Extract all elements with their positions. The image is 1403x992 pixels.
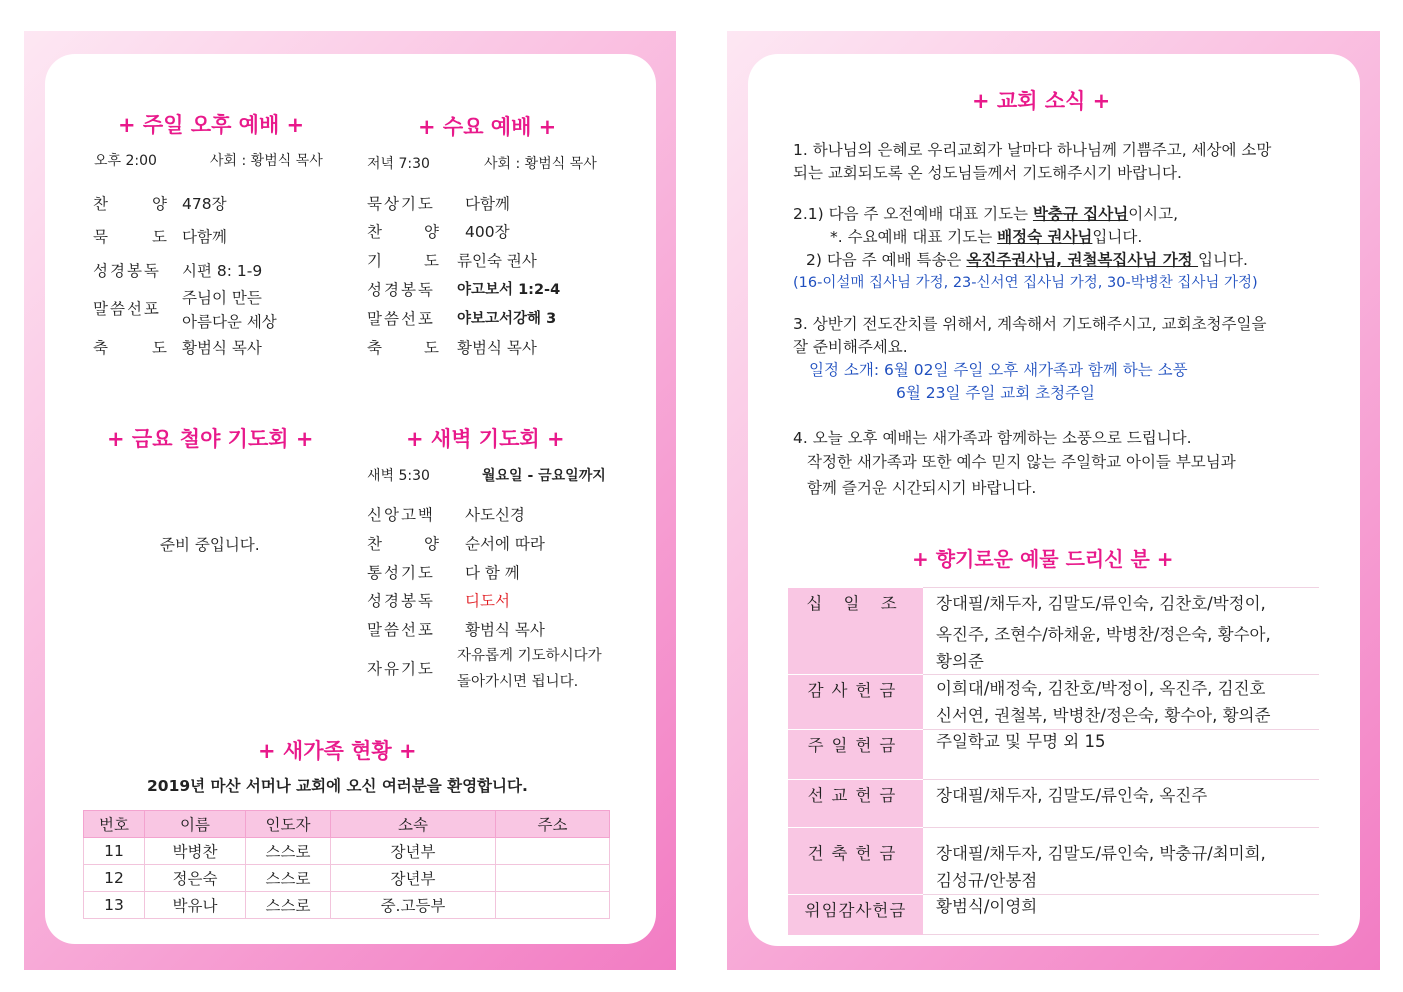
news-1-line-1: 1. 하나님의 은혜로 우리교회가 날마다 하나님께 기쁨주고, 세상에 소망	[793, 141, 1272, 159]
news-2-line-3-pre: 2) 다음 주 예배 특송은	[806, 251, 967, 269]
dawn-label-4: 말씀선포	[367, 621, 435, 639]
offering-row-thanks	[788, 675, 1319, 730]
wednesday-label-4: 말씀선포	[367, 310, 435, 328]
news-3-line-1: 3. 상반기 전도잔치를 위해서, 계속해서 기도해주시고, 교회초청주일을	[793, 315, 1267, 333]
news-1-line-2: 되는 교회되도록 온 성도님들께서 기도해주시기 바랍니다.	[793, 164, 1182, 182]
cell-number: 11	[84, 838, 145, 865]
sunday-value-hymn: 478장	[182, 195, 227, 213]
cell-department: 장년부	[331, 865, 496, 892]
offering-names-building	[923, 828, 1319, 895]
cell-department: 장년부	[331, 838, 496, 865]
news-2-line-2-pre: *. 수요예배 대표 기도는	[830, 228, 998, 246]
news-2-line-2-post: 입니다.	[1092, 228, 1143, 246]
offering-names-line: 김성규/안봉점	[936, 871, 1038, 890]
cell-guide: 스스로	[246, 865, 331, 892]
wednesday-label-2: 기 도	[367, 252, 441, 270]
cell-number: 13	[84, 892, 145, 919]
cell-number: 12	[84, 865, 145, 892]
church-news-title: + 교회 소식 +	[972, 89, 1111, 113]
offering-names-sunday	[923, 730, 1319, 780]
offering-names-line: 황범식/이영희	[936, 897, 1038, 916]
news-2-line-1-post: 이시고,	[1128, 205, 1179, 223]
news-4-line-1: 4. 오늘 오후 예배는 새가족과 함께하는 소풍으로 드립니다.	[793, 429, 1192, 447]
offering-label-sunday: 주일헌금	[788, 730, 923, 780]
sunday-time: 오후 2:00	[94, 153, 157, 169]
newfamily-table	[83, 810, 610, 919]
offering-names-line: 주일학교 및 무명 외 15	[936, 732, 1106, 751]
offering-names-line: 장대필/채두자, 김말도/류인숙, 김찬호/박정이,	[936, 594, 1266, 613]
news-3-schedule-2: 6월 23일 주일 교회 초청주일	[896, 384, 1096, 402]
sunday-label-hymn: 찬 양	[93, 195, 169, 213]
news-4-line-3: 함께 즐거운 시간되시기 바랍니다.	[807, 479, 1037, 497]
sunday-label-reading: 성경봉독	[93, 262, 161, 280]
sunday-value-sermon-1: 주님이 만든	[182, 289, 262, 307]
morning-prayer-leader: 박충규 집사님	[1032, 205, 1129, 223]
right-page-frame	[727, 31, 1380, 970]
wednesday-label-0: 묵상기도	[367, 195, 435, 213]
offering-label-commission: 위임감사헌금	[788, 895, 923, 935]
offering-label-mission: 선교헌금	[788, 780, 923, 828]
offering-label-tithe: 십 일 조	[788, 588, 923, 675]
table-row	[84, 838, 610, 865]
table-row	[84, 865, 610, 892]
offering-names-line: 이희대/배정숙, 김찬호/박정이, 옥진주, 김진호	[936, 679, 1266, 698]
news-2-line-2	[830, 225, 1142, 247]
dawn-value-5b: 돌아가시면 됩니다.	[457, 674, 579, 690]
offering-names-tithe	[923, 588, 1319, 675]
dawn-value-1: 순서에 따라	[465, 535, 545, 553]
offering-row-tithe	[788, 588, 1319, 675]
news-2-line-4: (16-이설매 집사님 가정, 23-신서연 집사님 가정, 30-박병찬 집사님 가정)	[793, 275, 1258, 291]
cell-name: 정은숙	[145, 865, 246, 892]
dawn-value-4: 황범식 목사	[465, 621, 545, 639]
dawn-label-2: 통성기도	[367, 564, 435, 582]
col-address: 주소	[496, 811, 610, 838]
offering-names-line: 장대필/채두자, 김말도/류인숙, 옥진주	[936, 786, 1208, 805]
cell-address	[496, 892, 610, 919]
dawn-days: 월요일 - 금요일까지	[482, 468, 606, 484]
news-2-line-1	[793, 202, 1178, 224]
offering-label-thanks: 감사헌금	[788, 675, 923, 730]
sunday-leader: 사회 : 황범식 목사	[210, 153, 323, 169]
dawn-value-5a: 자유롭게 기도하시다가	[457, 648, 602, 664]
news-2-line-1-pre: 2.1) 다음 주 오전예배 대표 기도는	[793, 205, 1033, 223]
sunday-label-silent: 묵 도	[93, 228, 169, 246]
dawn-label-1: 찬 양	[367, 535, 441, 553]
sunday-label-blessing: 축 도	[93, 339, 169, 357]
cell-guide: 스스로	[246, 838, 331, 865]
dawn-value-0: 사도신경	[465, 506, 525, 524]
offering-row-sunday	[788, 730, 1319, 780]
dawn-label-5: 자유기도	[367, 660, 435, 678]
sunday-value-blessing: 황범식 목사	[182, 339, 262, 357]
wednesday-value-5: 황범식 목사	[457, 339, 537, 357]
col-department: 소속	[331, 811, 496, 838]
dawn-prayer-title: + 새벽 기도회 +	[406, 427, 565, 451]
newfamily-title: + 새가족 현황 +	[258, 739, 417, 763]
news-3-line-2: 잘 준비해주세요.	[793, 338, 908, 356]
cell-guide: 스스로	[246, 892, 331, 919]
wednesday-value-0: 다함께	[465, 195, 510, 213]
newfamily-header-row	[84, 811, 610, 838]
offering-row-building	[788, 828, 1319, 895]
cell-address	[496, 838, 610, 865]
offering-names-line: 황의준	[936, 652, 984, 671]
friday-prayer-title: + 금요 철야 기도회 +	[107, 427, 314, 451]
offering-row-mission	[788, 780, 1319, 828]
col-number: 번호	[84, 811, 145, 838]
friday-note: 준비 중입니다.	[160, 536, 260, 554]
cell-name: 박병찬	[145, 838, 246, 865]
right-page-card	[748, 54, 1360, 946]
cell-name: 박유나	[145, 892, 246, 919]
offering-names-line: 장대필/채두자, 김말도/류인숙, 박충규/최미희,	[936, 844, 1266, 863]
cell-address	[496, 865, 610, 892]
wednesday-time: 저녁 7:30	[367, 156, 430, 172]
news-2-line-3	[806, 248, 1248, 270]
wednesday-label-5: 축 도	[367, 339, 441, 357]
news-4-line-2: 작정한 새가족과 또한 예수 믿지 않는 주일학교 아이들 부모님과	[807, 453, 1236, 471]
sunday-value-silent: 다함께	[182, 228, 227, 246]
offering-names-mission	[923, 780, 1319, 828]
newfamily-welcome: 2019년 마산 서머나 교회에 오신 여러분을 환영합니다.	[147, 777, 528, 795]
wednesday-label-1: 찬 양	[367, 223, 441, 241]
cell-department: 중.고등부	[331, 892, 496, 919]
dawn-label-3: 성경봉독	[367, 592, 435, 610]
wednesday-leader: 사회 : 황범식 목사	[484, 156, 597, 172]
news-2-line-3-post: 입니다.	[1198, 251, 1248, 269]
left-page-frame	[24, 31, 676, 970]
offerings-title: + 향기로운 예물 드리신 분 +	[912, 547, 1174, 571]
sunday-value-sermon-2: 아름다운 세상	[182, 313, 277, 331]
offering-names-commission	[923, 895, 1319, 935]
wednesday-prayer-leader: 배정숙 권사님	[997, 228, 1093, 246]
dawn-value-3: 디도서	[465, 592, 510, 610]
wednesday-value-1: 400장	[465, 223, 510, 241]
dawn-label-0: 신앙고백	[367, 506, 435, 524]
wednesday-label-3: 성경봉독	[367, 281, 435, 299]
news-3-schedule-1: 일정 소개: 6월 02일 주일 오후 새가족과 함께 하는 소풍	[809, 361, 1188, 379]
sunday-label-sermon: 말씀선포	[93, 300, 161, 318]
sunday-worship-title: + 주일 오후 예배 +	[118, 113, 305, 137]
offering-label-building: 건축헌금	[788, 828, 923, 895]
table-row	[84, 892, 610, 919]
sunday-value-reading: 시편 8: 1-9	[182, 262, 263, 280]
dawn-value-2: 다 함 께	[465, 564, 520, 582]
offering-names-line: 신서연, 권철복, 박병찬/정은숙, 황수아, 황의준	[936, 706, 1271, 725]
offerings-table	[788, 587, 1319, 935]
col-name: 이름	[145, 811, 246, 838]
wednesday-value-2: 류인숙 권사	[457, 252, 537, 270]
col-guide: 인도자	[246, 811, 331, 838]
left-page-card	[45, 54, 656, 944]
wednesday-value-3: 야고보서 1:2-4	[457, 282, 561, 298]
dawn-time: 새벽 5:30	[367, 468, 430, 484]
offering-row-commission	[788, 895, 1319, 935]
offering-names-thanks	[923, 675, 1319, 730]
wednesday-worship-title: + 수요 예배 +	[418, 115, 557, 139]
special-song-family: 옥진주권사님, 권철복집사님 가정	[966, 251, 1199, 269]
offering-names-line: 옥진주, 조현수/하채윤, 박병찬/정은숙, 황수아,	[936, 625, 1271, 644]
wednesday-value-4: 야보고서강해 3	[457, 311, 557, 327]
